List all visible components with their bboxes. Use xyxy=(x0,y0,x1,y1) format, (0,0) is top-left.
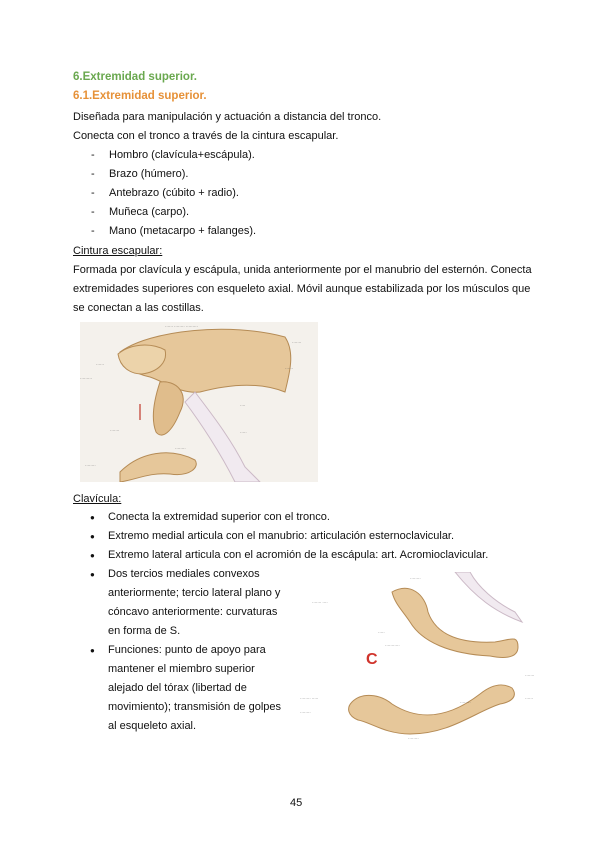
clavicula-bullet-5-line-4: movimiento); transmisión de golpes xyxy=(108,701,282,713)
list-item-muneca: Muñeca (carpo). xyxy=(109,206,190,218)
cintura-line-2: extremidades superiores con esqueleto axial. Móvil aunque estabilizada por los músculos que xyxy=(73,283,531,295)
clavicula-bullet-4-line-1: Dos tercios mediales convexos xyxy=(108,568,260,580)
list-item-antebrazo: Antebrazo (cúbito + radio). xyxy=(109,187,239,199)
subheading-extremidad-superior: 6.1.Extremidad superior. xyxy=(73,90,207,102)
svg-text:······: ······ xyxy=(285,366,293,371)
svg-text:······ ········ ·········: ······ ········ ········· xyxy=(165,324,198,329)
list-item-brazo: Brazo (húmero). xyxy=(109,168,189,180)
heading-extremidad-superior: 6.Extremidad superior. xyxy=(73,71,197,83)
svg-text:········: ········ xyxy=(460,700,471,705)
svg-text:········ ·····: ········ ····· xyxy=(300,696,319,701)
svg-text:····: ···· xyxy=(240,403,246,408)
dash-marker: - xyxy=(91,206,95,218)
svg-text:········: ········ xyxy=(300,710,311,715)
bullet-dot: ● xyxy=(90,570,95,579)
intro-line-2: Conecta con el tronco a través de la cintura escapular. xyxy=(73,130,339,142)
svg-text:······· ····: ······· ···· xyxy=(312,600,328,605)
svg-text:········: ········ xyxy=(85,463,96,468)
svg-text:········: ········ xyxy=(410,576,421,581)
svg-text:········: ········ xyxy=(408,736,419,741)
svg-text:·······: ······· xyxy=(292,340,302,345)
dash-marker: - xyxy=(91,168,95,180)
clavicula-bullet-5-line-5: al esqueleto axial. xyxy=(108,720,197,732)
clavicula-bullet-5-line-2: mantener el miembro superior xyxy=(108,663,255,675)
section-title-cintura: Cintura escapular: xyxy=(73,245,163,257)
clavicula-bullet-4-line-3: cóncavo anteriormente: curvaturas xyxy=(108,606,278,618)
bullet-dot: ● xyxy=(90,513,95,522)
list-item-hombro: Hombro (clavícula+escápula). xyxy=(109,149,255,161)
clavicula-bullet-4-line-2: anteriormente; tercio lateral plano y xyxy=(108,587,281,599)
clavicula-bullet-5-line-3: alejado del tórax (libertad de xyxy=(108,682,247,694)
svg-text:······: ······ xyxy=(96,362,104,367)
svg-text:·······: ······· xyxy=(525,673,535,678)
dash-marker: - xyxy=(91,187,95,199)
bullet-dot: ● xyxy=(90,551,95,560)
figure-clavicula xyxy=(300,572,565,742)
bullet-dot: ● xyxy=(90,646,95,655)
svg-text:·········: ········· xyxy=(80,376,92,381)
clavicula-bullet-3: Extremo lateral articula con el acromión de la escápula: art. Acromioclavicular. xyxy=(108,549,489,561)
list-item-mano: Mano (metacarpo + falanges). xyxy=(109,225,257,237)
figure-cintura-escapular xyxy=(80,322,318,482)
svg-text:········: ········ xyxy=(175,446,186,451)
section-title-clavicula: Clavícula: xyxy=(73,493,122,505)
intro-line-1: Diseñada para manipulación y actuación a distancia del tronco. xyxy=(73,111,382,123)
clavicula-bullet-1: Conecta la extremidad superior con el tronco. xyxy=(108,511,330,523)
dash-marker: - xyxy=(91,225,95,237)
figure-letter: C xyxy=(366,651,378,668)
svg-text:·······: ······· xyxy=(110,428,120,433)
cintura-line-1: Formada por clavícula y escápula, unida anteriormente por el manubrio del esternón. Conecta xyxy=(73,264,532,276)
clavicula-bullet-4-line-4: en forma de S. xyxy=(108,625,181,637)
cintura-line-3: se conectan a las costillas. xyxy=(73,302,204,314)
svg-text:···········: ··········· xyxy=(385,643,400,648)
svg-text:······: ······ xyxy=(525,696,533,701)
page-number: 45 xyxy=(290,797,303,809)
clavicula-bullet-2: Extremo medial articula con el manubrio: articulación esternoclavicular. xyxy=(108,530,455,542)
svg-text:·····: ····· xyxy=(240,430,247,435)
svg-text:·····: ····· xyxy=(378,630,385,635)
dash-marker: - xyxy=(91,149,95,161)
bullet-dot: ● xyxy=(90,532,95,541)
clavicula-bullet-5-line-1: Funciones: punto de apoyo para xyxy=(108,644,266,656)
